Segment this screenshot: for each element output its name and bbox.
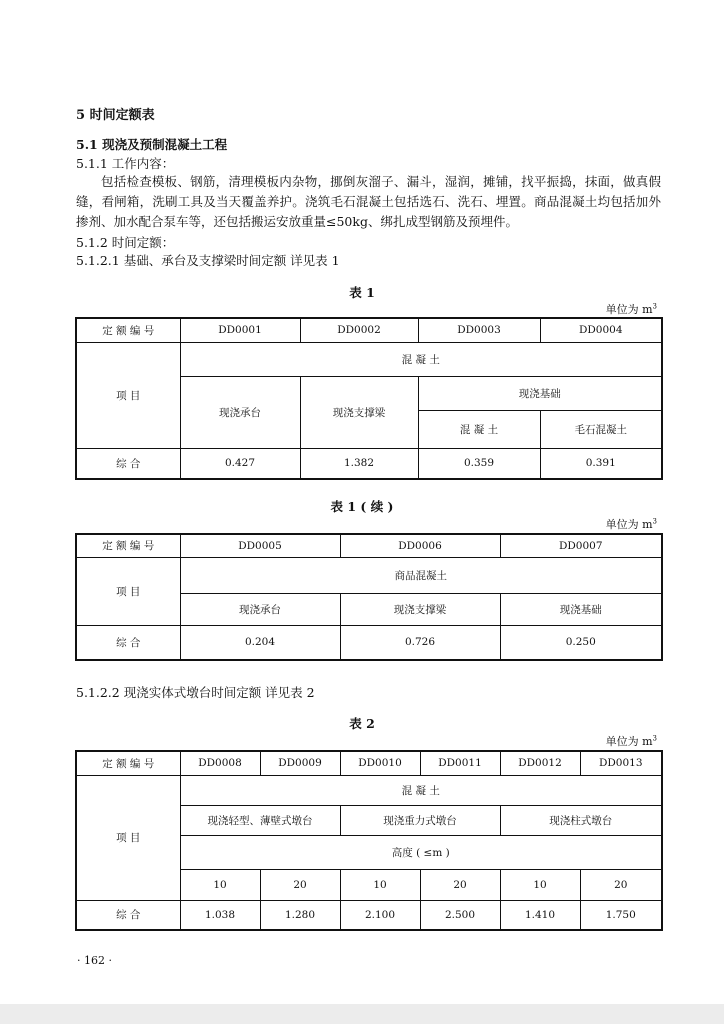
header-label: 定 额 编 号 xyxy=(76,751,180,775)
value-cell: 1.280 xyxy=(260,900,340,930)
total-label: 综 合 xyxy=(76,448,180,479)
code-cell: DD0005 xyxy=(180,534,340,557)
value-cell: 0.250 xyxy=(500,625,662,660)
table1b xyxy=(75,533,663,661)
code-cell: DD0009 xyxy=(260,751,340,775)
table2-caption: 表 2 xyxy=(349,716,375,731)
unit-text: 单位为 m xyxy=(605,735,653,748)
unit-superscript: 3 xyxy=(652,517,657,526)
code-cell: DD0012 xyxy=(500,751,580,775)
code-cell: DD0006 xyxy=(340,534,500,557)
table1b-caption: 表 1 ( 续 ) xyxy=(330,499,394,514)
item-label: 项 目 xyxy=(76,557,180,625)
value-cell: 0.359 xyxy=(418,448,540,479)
column-header: 现浇基础 xyxy=(500,593,662,625)
height-cell: 10 xyxy=(500,869,580,900)
unit-text: 单位为 m xyxy=(605,303,653,316)
height-cell: 20 xyxy=(580,869,662,900)
column-header: 现浇承台 xyxy=(180,593,340,625)
total-label: 综 合 xyxy=(76,900,180,930)
table1-caption: 表 1 xyxy=(349,285,375,300)
sub-header: 毛石混凝土 xyxy=(540,410,662,448)
table2 xyxy=(75,750,663,931)
group-header: 现浇柱式墩台 xyxy=(500,805,662,835)
subsection-heading: 5.1 现浇及预制混凝土工程 xyxy=(76,137,228,152)
header-label: 定 额 编 号 xyxy=(76,318,180,342)
unit-superscript: 3 xyxy=(652,734,657,743)
value-cell: 0.427 xyxy=(180,448,300,479)
code-cell: DD0004 xyxy=(540,318,662,342)
work-content-paragraph: 包括检查模板、钢筋，清理模板内杂物，挪倒灰溜子、漏斗，湿润，摊铺，找平振捣，抹面，做真假缝，看闸箱，洗刷工具及当天覆盖养护。浇筑毛石混凝土包括选石、洗石、埋置。商品混凝土均包括加外掺剂、加水配合泵车等，还包括搬运安放重量≤50kg、绑扎成型钢筋及预埋件。 xyxy=(76,174,661,229)
code-cell: DD0003 xyxy=(418,318,540,342)
column-header: 现浇支撑梁 xyxy=(340,593,500,625)
item-label: 项 目 xyxy=(76,775,180,900)
column-header: 现浇承台 xyxy=(180,376,300,448)
work-content-heading: 5.1.1 工作内容： xyxy=(76,156,175,171)
height-cell: 20 xyxy=(420,869,500,900)
code-cell: DD0008 xyxy=(180,751,260,775)
foundation-header: 现浇基础 xyxy=(418,376,662,410)
group-header: 现浇轻型、薄壁式墩台 xyxy=(180,805,340,835)
code-cell: DD0001 xyxy=(180,318,300,342)
table1-unit xyxy=(606,301,657,317)
value-cell: 0.391 xyxy=(540,448,662,479)
table1b-unit xyxy=(606,516,657,532)
height-cell: 10 xyxy=(180,869,260,900)
code-cell: DD0007 xyxy=(500,534,662,557)
time-quota-heading: 5.1.2 时间定额： xyxy=(76,235,175,250)
code-cell: DD0013 xyxy=(580,751,662,775)
value-cell: 1.038 xyxy=(180,900,260,930)
total-label: 综 合 xyxy=(76,625,180,660)
height-cell: 10 xyxy=(340,869,420,900)
sub-header: 混 凝 土 xyxy=(418,410,540,448)
value-cell: 2.100 xyxy=(340,900,420,930)
value-cell: 2.500 xyxy=(420,900,500,930)
table1-reference: 5.1.2.1 基础、承台及支撑梁时间定额 详见表 1 xyxy=(76,253,340,268)
column-header: 现浇支撑梁 xyxy=(300,376,418,448)
code-cell: DD0002 xyxy=(300,318,418,342)
table1 xyxy=(75,317,663,480)
item-label: 项 目 xyxy=(76,342,180,448)
table2-reference: 5.1.2.2 现浇实体式墩台时间定额 详见表 2 xyxy=(76,685,315,700)
value-cell: 1.382 xyxy=(300,448,418,479)
value-cell: 0.204 xyxy=(180,625,340,660)
category-cell: 混 凝 土 xyxy=(180,342,662,376)
group-header: 现浇重力式墩台 xyxy=(340,805,500,835)
category-cell: 混 凝 土 xyxy=(180,775,662,805)
table2-unit xyxy=(606,733,657,749)
page-number: · 162 · xyxy=(77,954,112,967)
value-cell: 1.750 xyxy=(580,900,662,930)
section-heading: 5 时间定额表 xyxy=(76,108,155,123)
height-cell: 20 xyxy=(260,869,340,900)
scan-edge xyxy=(0,1004,724,1024)
code-cell: DD0010 xyxy=(340,751,420,775)
header-label: 定 额 编 号 xyxy=(76,534,180,557)
category-cell: 商品混凝土 xyxy=(180,557,662,593)
height-header: 高度 ( ≤m ) xyxy=(180,835,662,869)
unit-text: 单位为 m xyxy=(605,518,653,531)
unit-superscript: 3 xyxy=(652,302,657,311)
value-cell: 0.726 xyxy=(340,625,500,660)
value-cell: 1.410 xyxy=(500,900,580,930)
code-cell: DD0011 xyxy=(420,751,500,775)
